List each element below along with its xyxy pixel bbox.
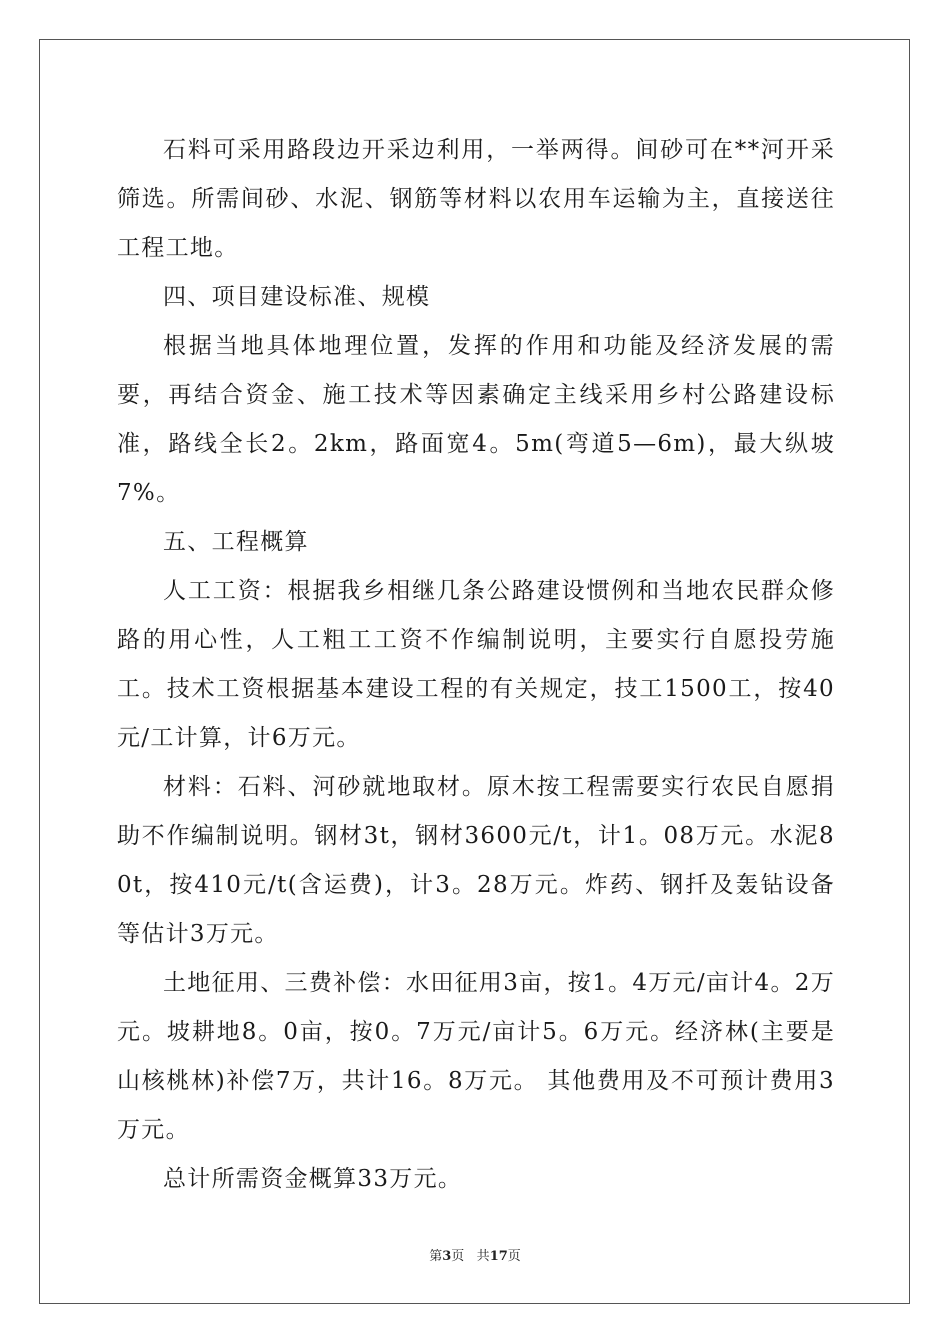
paragraph-total-estimate: 总计所需资金概算33万元。 — [163, 1166, 463, 1192]
section-heading-standards: 四、项目建设标准、规模 — [163, 284, 431, 310]
total-prefix: 共 — [476, 1249, 490, 1264]
page-footer — [0, 1248, 950, 1266]
page-suffix: 页 — [451, 1249, 465, 1264]
paragraph-standards: 根据当地具体地理位置，发挥的作用和功能及经济发展的需要，再结合资金、施工技术等因素确定主线采用乡村公路建设标准，路线全长2。2km，路面宽4。5m(弯道5—6m)，最大纵坡7%。 — [117, 333, 835, 506]
paragraph-materials-transport: 石料可采用路段边开采边利用，一举两得。间砂可在**河开采筛选。所需间砂、水泥、钢筋等材料以农用车运输为主，直接送往工程工地。 — [117, 137, 835, 261]
paragraph-land-compensation: 土地征用、三费补偿：水田征用3亩，按1。4万元/亩计4。2万元。坡耕地8。0亩，按0。7万元/亩计5。6万元。经济林(主要是山核桃林)补偿7万，共计16。8万元。 其他费用及不可预计费用3万元。 — [117, 970, 835, 1143]
total-pages: 17 — [489, 1249, 508, 1264]
page-number: 3 — [442, 1249, 452, 1264]
section-heading-estimate: 五、工程概算 — [163, 529, 309, 555]
document-body — [117, 126, 835, 1204]
paragraph-labor-cost: 人工工资：根据我乡相继几条公路建设惯例和当地农民群众修路的用心性，人工粗工工资不作编制说明，主要实行自愿投劳施工。技术工资根据基本建设工程的有关规定，技工1500工，按40元/工计算，计6万元。 — [117, 578, 835, 751]
paragraph-material-cost: 材料：石料、河砂就地取材。原木按工程需要实行农民自愿捐助不作编制说明。钢材3t，钢材3600元/t，计1。08万元。水泥80t，按410元/t(含运费)，计3。28万元。炸药、钢扦及轰钻设备等估计3万元。 — [117, 774, 835, 947]
total-suffix: 页 — [507, 1249, 521, 1264]
page-prefix: 第 — [429, 1249, 443, 1264]
